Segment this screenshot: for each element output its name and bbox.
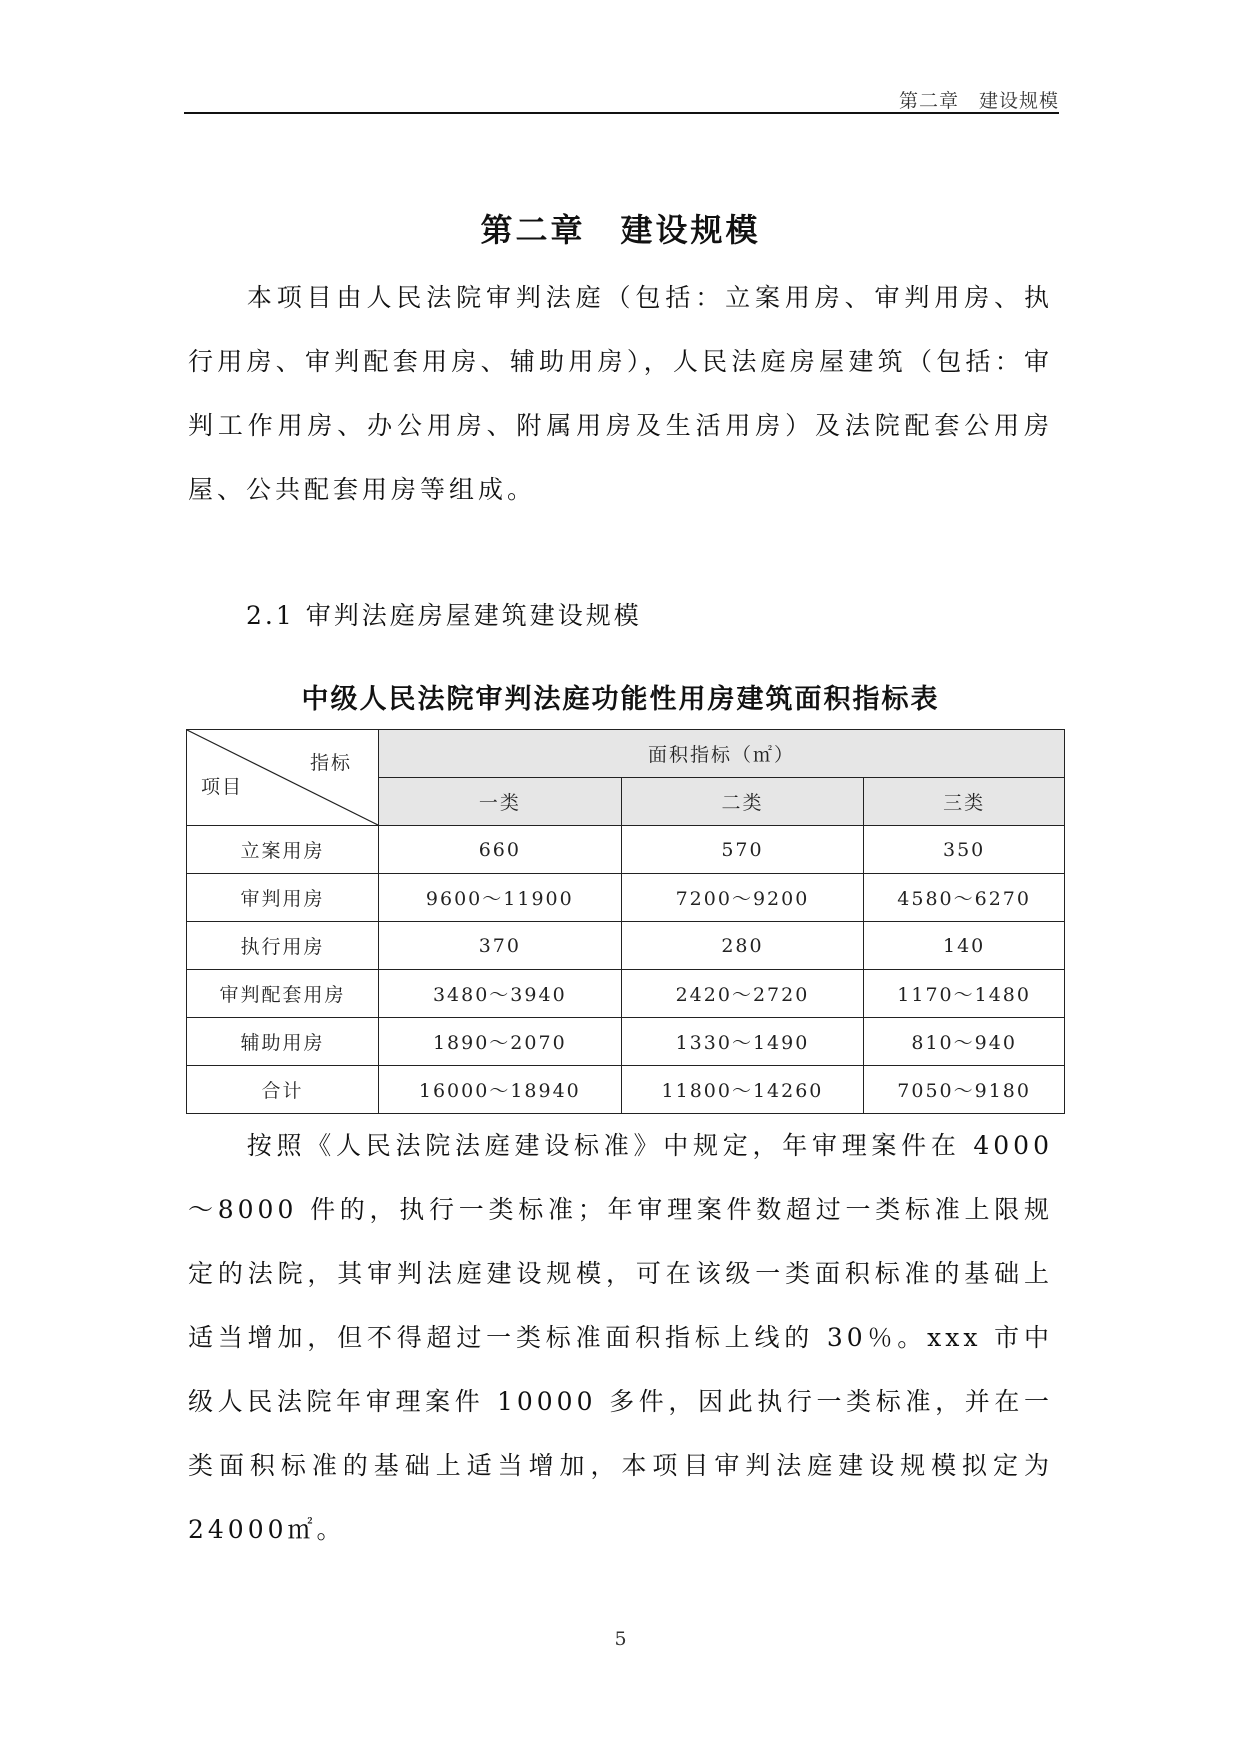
row-item-label: 审判用房: [187, 874, 379, 922]
column-header-class-2: 二类: [621, 778, 864, 826]
table-row: [187, 922, 1065, 970]
row-item-label: 合计: [187, 1066, 379, 1114]
corner-label-indicator: 指标: [309, 752, 352, 774]
standard-paragraph-text: 按照《人民法院法庭建设标准》中规定，年审理案件在 4000～8000 件的，执行一类标准；年审理案件数超过一类标准上限规定的法院，其审判法庭建设规模，可在该级一类面积标准的基础上适当增加，但不得超过一类标准面积指标上线的 30％。xxx 市中级人民法院年审理案件 10000 多件，因此执行一类标准，并在一类面积标准的基础上适当增加，本项目审判法庭建设规模拟定为 24000㎡。: [188, 1131, 1053, 1544]
running-header: 第二章 建设规模: [898, 90, 1059, 112]
section-heading-2-1: 2.1 审判法庭房屋建筑建设规模: [246, 601, 642, 630]
column-header-class-1: 一类: [379, 778, 622, 826]
page-number: 5: [614, 1628, 627, 1650]
table-cell: 810～940: [864, 1018, 1065, 1066]
table-cell: 3480～3940: [379, 970, 622, 1018]
table-cell: 370: [379, 922, 622, 970]
table-cell: 11800～14260: [621, 1066, 864, 1114]
row-item-label: 立案用房: [187, 826, 379, 874]
table-cell: 1890～2070: [379, 1018, 622, 1066]
intro-paragraph-text: 本项目由人民法院审判法庭（包括：立案用房、审判用房、执行用房、审判配套用房、辅助用房），人民法庭房屋建筑（包括：审判工作用房、办公用房、附属用房及生活用房）及法院配套公用房屋、公共配套用房等组成。: [188, 283, 1053, 504]
table-cell: 570: [621, 826, 864, 874]
table-row: [187, 970, 1065, 1018]
corner-label-item: 项目: [201, 776, 244, 798]
table-cell: 140: [864, 922, 1065, 970]
area-index-table: [186, 729, 1065, 1114]
table-cell: 350: [864, 826, 1065, 874]
intro-paragraph: [188, 266, 1053, 522]
table-corner-cell: [187, 730, 379, 826]
table-cell: 1330～1490: [621, 1018, 864, 1066]
chapter-title: 第二章 建设规模: [480, 211, 761, 249]
table-cell: 7050～9180: [864, 1066, 1065, 1114]
table-cell: 280: [621, 922, 864, 970]
table-cell: 1170～1480: [864, 970, 1065, 1018]
table-cell: 7200～9200: [621, 874, 864, 922]
row-item-label: 审判配套用房: [187, 970, 379, 1018]
table-row: [187, 1018, 1065, 1066]
table-cell: 660: [379, 826, 622, 874]
table-cell: 9600～11900: [379, 874, 622, 922]
row-item-label: 执行用房: [187, 922, 379, 970]
table-row-total: [187, 1066, 1065, 1114]
table-cell: 2420～2720: [621, 970, 864, 1018]
area-group-header: 面积指标（㎡）: [379, 730, 1065, 778]
column-header-class-3: 三类: [864, 778, 1065, 826]
table-cell: 4580～6270: [864, 874, 1065, 922]
table-title: 中级人民法院审判法庭功能性用房建筑面积指标表: [301, 684, 940, 715]
table-row: [187, 826, 1065, 874]
table-cell: 16000～18940: [379, 1066, 622, 1114]
header-rule: [184, 112, 1059, 114]
standard-paragraph: [188, 1114, 1053, 1562]
row-item-label: 辅助用房: [187, 1018, 379, 1066]
table-row: [187, 874, 1065, 922]
